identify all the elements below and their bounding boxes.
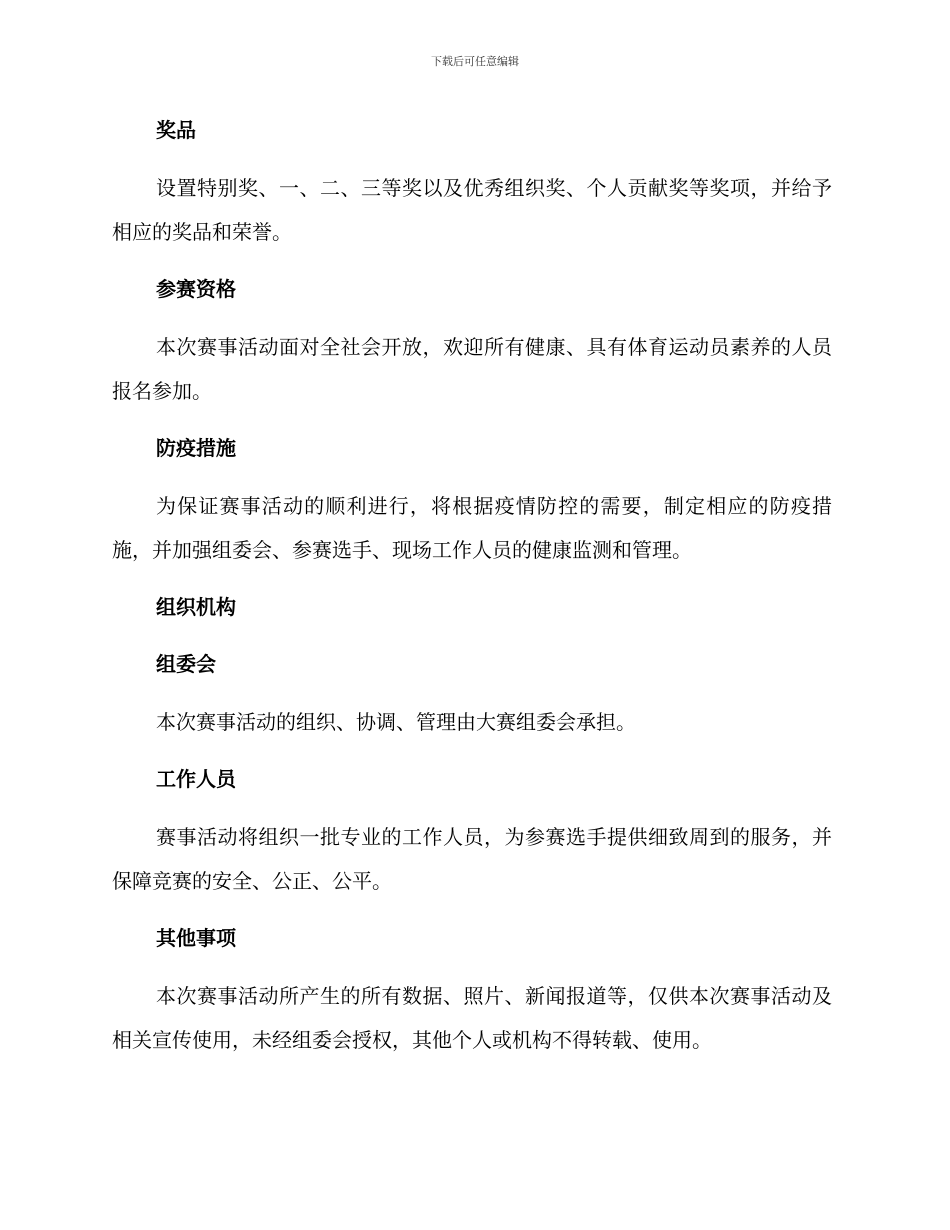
document-body: [112, 108, 832, 1062]
section-heading-epidemic-measures: 防疫措施: [156, 436, 236, 460]
section-paragraph-epidemic-measures: 为保证赛事活动的顺利进行，将根据疫情防控的需要，制定相应的防疫措施，并加强组委会、参赛选手、现场工作人员的健康监测和管理。: [112, 494, 832, 562]
section-heading-organization: 组织机构: [156, 595, 236, 619]
section-heading-prizes: 奖品: [156, 118, 196, 142]
section-heading-committee: 组委会: [156, 652, 216, 676]
section-heading-staff: 工作人员: [156, 767, 236, 791]
section-paragraph-committee: 本次赛事活动的组织、协调、管理由大赛组委会承担。: [156, 710, 636, 734]
section-paragraph-eligibility: 本次赛事活动面对全社会开放，欢迎所有健康、具有体育运动员素养的人员报名参加。: [112, 335, 832, 403]
section-paragraph-other-matters: 本次赛事活动所产生的所有数据、照片、新闻报道等，仅供本次赛事活动及相关宣传使用，未经组委会授权，其他个人或机构不得转载、使用。: [112, 984, 832, 1052]
section-paragraph-staff: 赛事活动将组织一批专业的工作人员，为参赛选手提供细致周到的服务，并保障竞赛的安全、公正、公平。: [112, 825, 832, 893]
section-heading-other-matters: 其他事项: [156, 926, 236, 950]
section-paragraph-prizes: 设置特别奖、一、二、三等奖以及优秀组织奖、个人贡献奖等奖项，并给予相应的奖品和荣誉。: [112, 176, 832, 244]
section-heading-eligibility: 参赛资格: [156, 277, 236, 301]
page-header: 下载后可任意编辑: [431, 55, 519, 68]
